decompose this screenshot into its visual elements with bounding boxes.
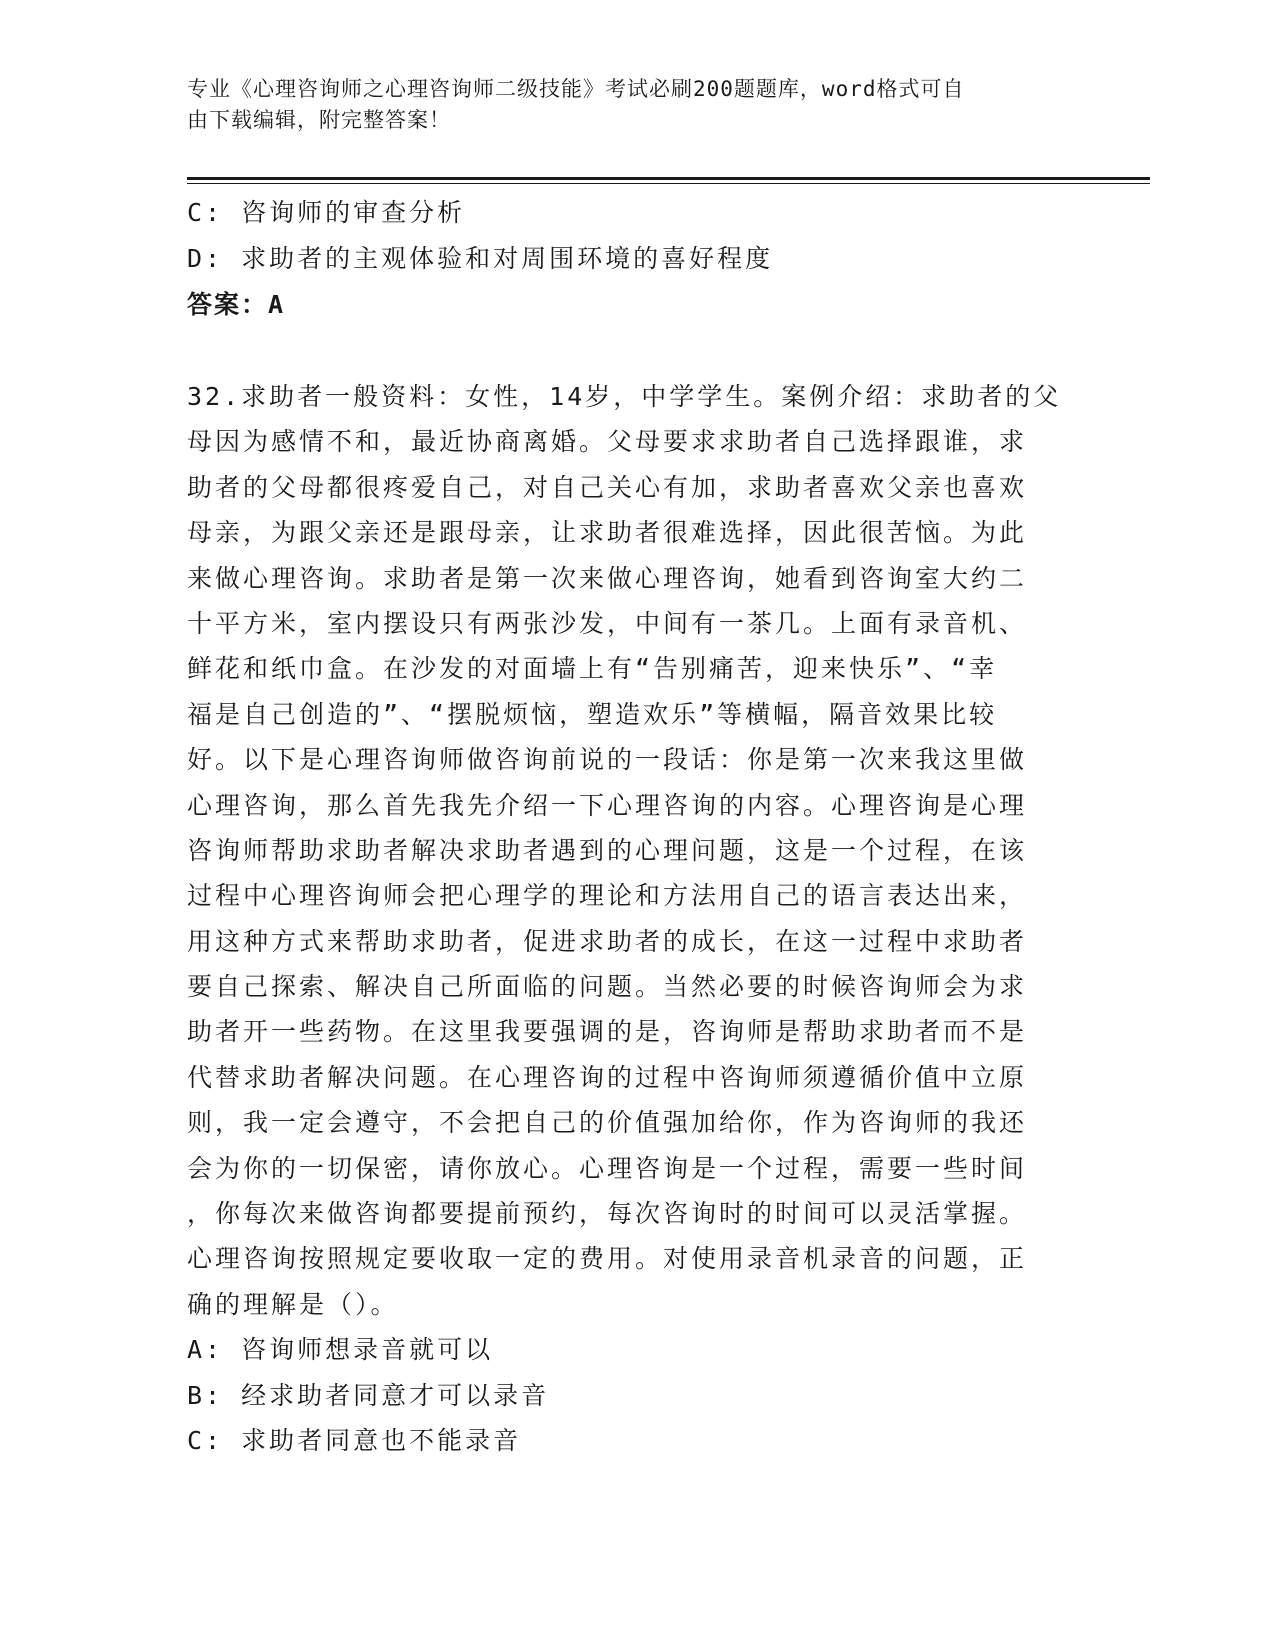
header-rule-thick: [187, 177, 1150, 180]
question-line: 福是自己创造的”、“摆脱烦恼，塑造欢乐”等横幅，隔音效果比较: [187, 699, 998, 729]
option-b: B: 经求助者同意才可以录音: [187, 1380, 550, 1410]
prev-option-c: C: 咨询师的审查分析: [187, 198, 466, 227]
question-line: 过程中心理咨询师会把心理学的理论和方法用自己的语言表达出来，: [187, 881, 1028, 911]
question-line: 确的理解是（）。: [187, 1289, 399, 1319]
question-line: 助者开一些药物。在这里我要强调的是，咨询师是帮助求助者而不是: [187, 1017, 1028, 1047]
question-line: 母因为感情不和，最近协商离婚。父母要求求助者自己选择跟谁，求: [187, 427, 1028, 457]
question-line: 要自己探索、解决自己所面临的问题。当然必要的时候咨询师会为求: [187, 972, 1028, 1002]
option-a: A: 咨询师想录音就可以: [187, 1335, 494, 1365]
page-header: [187, 74, 1067, 136]
question-line: ，你每次来做咨询都要提前预约，每次咨询时的时间可以灵活掌握。: [187, 1199, 1028, 1229]
question-line: 咨询师帮助求助者解决求助者遇到的心理问题，这是一个过程，在该: [187, 835, 1028, 865]
question-line: 好。以下是心理咨询师做咨询前说的一段话：你是第一次来我这里做: [187, 745, 1028, 775]
question-line: 则，我一定会遵守，不会把自己的价值强加给你，作为咨询师的我还: [187, 1108, 1028, 1138]
option-c: C: 求助者同意也不能录音: [187, 1425, 522, 1455]
question-32: [187, 374, 1087, 1463]
question-line: 32.求助者一般资料：女性，14岁，中学学生。案例介绍：求助者的父: [187, 382, 1062, 411]
question-line: 心理咨询按照规定要收取一定的费用。对使用录音机录音的问题，正: [187, 1244, 1028, 1274]
question-line: 来做心理咨询。求助者是第一次来做心理咨询，她看到咨询室大约二: [187, 563, 1028, 593]
question-line: 母亲，为跟父亲还是跟母亲，让求助者很难选择，因此很苦恼。为此: [187, 518, 1028, 548]
question-line: 十平方米，室内摆设只有两张沙发，中间有一茶几。上面有录音机、: [187, 608, 1028, 638]
prev-answer: 答案：A: [187, 290, 286, 319]
question-line: 心理咨询，那么首先我先介绍一下心理咨询的内容。心理咨询是心理: [187, 790, 1028, 820]
header-line-1: 专业《心理咨询师之心理咨询师二级技能》考试必刷200题题库，word格式可自: [187, 77, 965, 101]
question-line: 鲜花和纸巾盒。在沙发的对面墙上有“告别痛苦，迎来快乐”、“幸: [187, 654, 998, 684]
question-line: 助者的父母都很疼爱自己，对自己关心有加，求助者喜欢父亲也喜欢: [187, 472, 1028, 502]
document-body: [187, 190, 1087, 1463]
header-line-2: 由下载编辑，附完整答案！: [187, 108, 451, 132]
spacer: [187, 328, 1087, 374]
question-line: 会为你的一切保密，请你放心。心理咨询是一个过程，需要一些时间: [187, 1153, 1028, 1183]
header-rule-thin: [187, 183, 1150, 184]
question-line: 代替求助者解决问题。在心理咨询的过程中咨询师须遵循价值中立原: [187, 1062, 1028, 1092]
prev-option-d: D: 求助者的主观体验和对周围环境的喜好程度: [187, 244, 774, 273]
question-line: 用这种方式来帮助求助者，促进求助者的成长，在这一过程中求助者: [187, 926, 1028, 956]
